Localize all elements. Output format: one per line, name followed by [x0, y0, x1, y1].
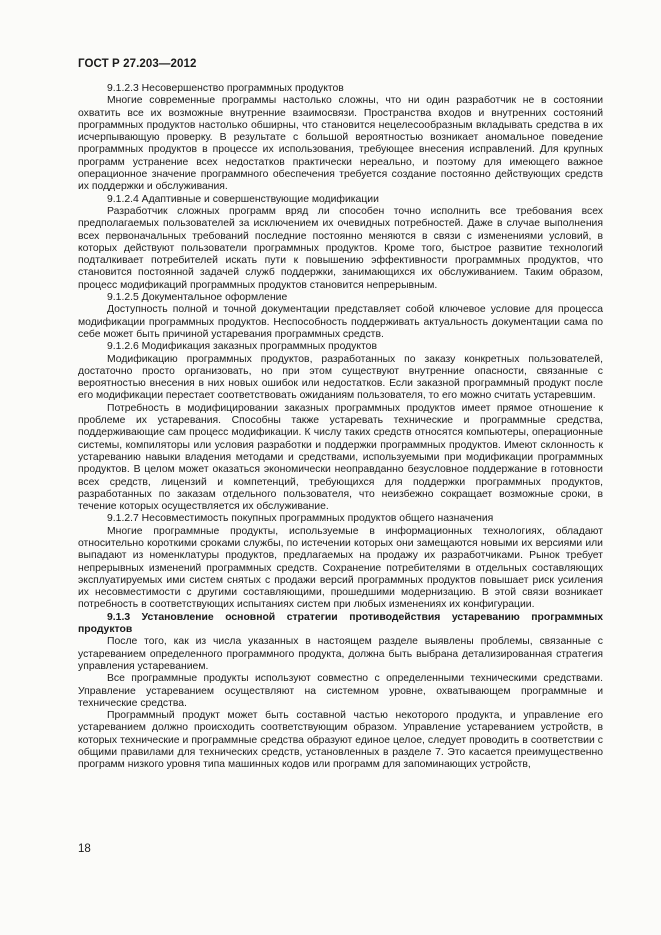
section-heading: 9.1.2.4 Адаптивные и совершенствующие модификации	[107, 193, 379, 205]
paragraph: После того, как из числа указанных в настоящем разделе выявлены проблемы, связанные с устареванием определенного программного продукта, должна быть выбрана детализированная стратегия управления устареванием.	[78, 636, 603, 672]
section-heading: 9.1.3 Установление основной стратегии противодействия устареванию программных продуктов	[78, 611, 603, 636]
paragraph: Модификацию программных продуктов, разработанных по заказу конкретных пользователей, достаточно просто организовать, но при этом существуют внутренние опасности, связанные с вероятностью внесения в них новых ошибок или недостатков. Если заказной программный продукт после его модификации перестает соответствовать ожиданиям пользователя, то его можно считать устаревшим.	[78, 353, 603, 402]
paragraph: Многие программные продукты, используемые в информационных технологиях, обладают относительно короткими сроками службы, по истечении которых они замещаются новыми их версиями или выпадают из номенклатуры продуктов, предлагаемых на продажу их разработчиками. Рынок требует непрерывных изменений программных средств. Сохранение потребителями в отдельных составляющих эксплуатируемых ими систем снятых с продажи версий программных продуктов повышает риск усиления их несовместимости с другими составляющими, прошедшими модернизацию. В этой связи возникает потребность в соответствующих испытаниях систем при любых изменениях их конфигурации.	[78, 525, 603, 611]
paragraph: Программный продукт может быть составной частью некоторого продукта, и управление его устареванием должно происходить соответствующим образом. Управление устареванием устройств, в которых технические и программные средства образуют единое целое, следует проводить в соответствии с общими правилами для технических средств, установленных в разделе 7. Это касается преимущественно программ низкого уровня типа машинных кодов или программ для запоминающих устройств,	[78, 710, 603, 771]
document-body	[78, 83, 603, 772]
paragraph: Многие современные программы настолько сложны, что ни один разработчик не в состоянии охватить все их возможные внутренние взаимосвязи. Пространства входов и внутренних состояний программных продуктов настолько обширны, что становится нецелесообразным вкладывать средства в их исчерпывающую проверку. В результате с большой вероятностью возникает аномальное поведение программных продуктов в процессе их использования, требующее внесения исправлений. Для крупных программ устранение всех недостатков практически нереально, и поэтому для имеющего важное операционное значение программного обеспечения требуется создание постоянно действующих средств их поддержки и обслуживания.	[78, 95, 603, 193]
section-heading: 9.1.2.5 Документальное оформление	[107, 292, 288, 304]
section-heading: 9.1.2.6 Модификация заказных программных продуктов	[107, 341, 377, 353]
section-heading: 9.1.2.7 Несовместимость покупных программных продуктов общего назначения	[107, 513, 494, 525]
section-heading: 9.1.2.3 Несовершенство программных продуктов	[107, 83, 344, 94]
page-number: 18	[78, 843, 91, 855]
paragraph: Все программные продукты используют совместно с определенными техническими средствами. Управление устареванием осуществляют на системном уровне, охватывающем программные и технические средства.	[78, 673, 603, 709]
paragraph: Доступность полной и точной документации представляет собой ключевое условие для процесса модификации программных продуктов. Неспособность поддерживать актуальность документации сама по себе может быть причиной устаревания программных средств.	[78, 304, 603, 340]
standard-header: ГОСТ Р 27.203—2012	[78, 58, 197, 70]
paragraph: Разработчик сложных программ вряд ли способен точно исполнить все требования всех предполагаемых пользователей за исключением их очевидных потребностей. Даже в случае выполнения всех первоначальных требований последние постоянно меняются в связи с изменениями условий, в которых действуют пользователи программных продуктов. Кроме того, быстрое развитие технологий подталкивает потребителей искать пути к повышению эффективности программных продуктов, что становится постоянной задачей служб поддержки, занимающихся их обслуживанием. Таким образом, процесс модификаций программных продуктов становится непрерывным.	[78, 205, 603, 291]
paragraph: Потребность в модифицировании заказных программных продуктов имеет прямое отношение к проблеме их устаревания. Способны также устаревать технические и программные средства, поддерживающие сам процесс модификации. К числу таких средств относятся компьютеры, операционные системы, компиляторы или условия разработки и поддержки программных продуктов. Имеют склонность к устареванию навыки владения методами и средствами, используемыми при модификации программных продуктов. В целом может оказаться экономически неоправданно безусловное поддержание в готовности всех средств, лицензий и компетенций, требующихся для поддержки программных продуктов, разработанных по заказам отдельного пользователя, что неизбежно сокращает возможные сроки, в течение которых осуществляется их обслуживание.	[78, 402, 603, 513]
